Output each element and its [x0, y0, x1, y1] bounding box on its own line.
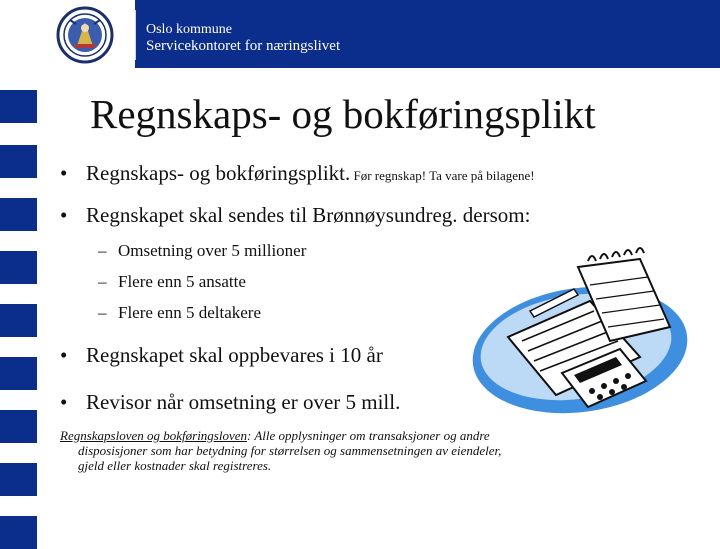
- slide-title: Regnskaps- og bokføringsplikt: [90, 91, 596, 137]
- bullet-note: Før regnskap! Ta vare på bilagene!: [350, 168, 535, 183]
- logo-area: [0, 0, 135, 68]
- bullet-text: Revisor når omsetning er over 5 mill.: [86, 390, 401, 414]
- bullet-dot: •: [60, 203, 68, 227]
- bullet-item: [60, 160, 535, 189]
- side-block: [0, 357, 37, 390]
- bullet-text: Regnskaps- og bokføringsplikt.: [86, 161, 351, 185]
- bullet-text: Regnskapet skal oppbevares i 10 år: [86, 343, 383, 367]
- header-bar: [0, 0, 720, 68]
- calendar-calculator-clipart-icon: [470, 245, 692, 425]
- side-block: [0, 90, 37, 123]
- side-decoration: [0, 68, 40, 540]
- side-block: [0, 463, 37, 496]
- side-block: [0, 145, 37, 178]
- footnote-text-line2: disposisjoner som har betydning for størrelsen og sammensetningen av eiendeler,: [78, 443, 502, 458]
- sub-bullet-text: Flere enn 5 ansatte: [118, 272, 246, 291]
- side-block: [0, 304, 37, 337]
- bullet-dot: •: [60, 390, 68, 414]
- footnote-text-line1: : Alle opplysninger om transaksjoner og andre: [247, 428, 490, 443]
- oslo-coat-of-arms-icon: [56, 6, 114, 64]
- bullet-item: [60, 389, 400, 415]
- organization-name: Oslo kommune: [146, 22, 232, 37]
- sub-bullet-item: [98, 271, 246, 292]
- sub-bullet-item: [98, 240, 306, 261]
- sub-bullet-dash: –: [98, 241, 107, 260]
- side-block: [0, 198, 37, 231]
- sub-bullet-item: [98, 302, 261, 323]
- side-block: [0, 251, 37, 284]
- side-block: [0, 516, 37, 549]
- department-name: Servicekontoret for næringslivet: [146, 38, 341, 54]
- footnote-text-line3: gjeld eller kostnader skal registreres.: [78, 458, 272, 473]
- footnote-law-title: Regnskapsloven og bokføringsloven: [60, 428, 248, 443]
- sub-bullet-dash: –: [98, 272, 107, 291]
- bullet-item: [60, 202, 530, 228]
- side-block: [0, 410, 37, 443]
- sub-bullet-dash: –: [98, 303, 107, 322]
- bullet-dot: •: [60, 161, 68, 185]
- bullet-item: [60, 342, 383, 368]
- sub-bullet-text: Omsetning over 5 millioner: [118, 241, 307, 260]
- bullet-text: Regnskapet skal sendes til Brønnøysundreg. dersom:: [86, 203, 531, 227]
- sub-bullet-text: Flere enn 5 deltakere: [118, 303, 262, 322]
- footnote: [60, 428, 660, 473]
- bullet-dot: •: [60, 343, 68, 367]
- header-divider: [135, 10, 136, 60]
